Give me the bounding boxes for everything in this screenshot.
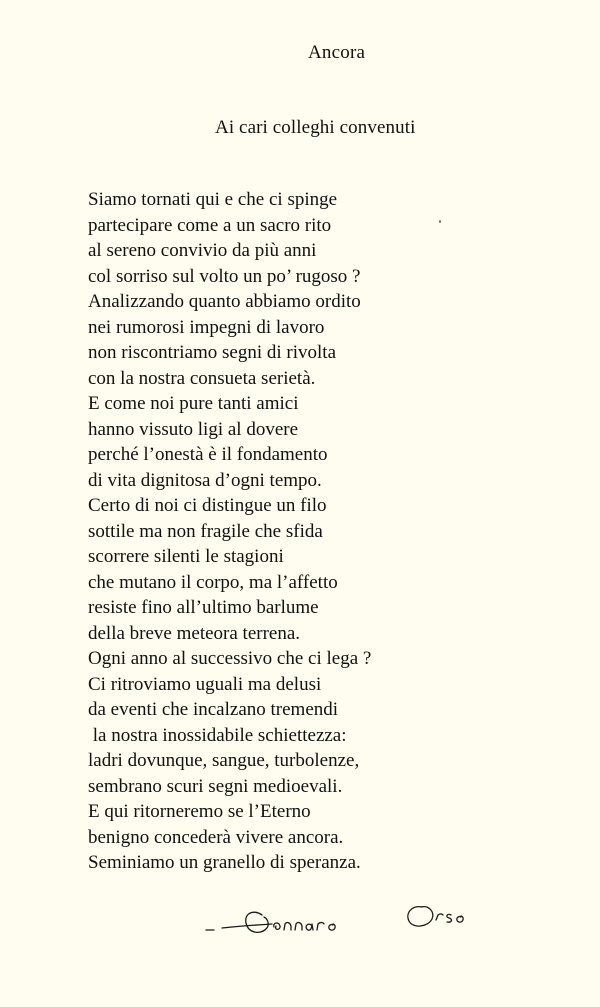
poem-line: perché l’onestà è il fondamento (88, 444, 328, 465)
poem-line: hanno vissuto ligi al dovere (88, 418, 299, 440)
poem-title: Ancora (308, 42, 366, 63)
poem-line: partecipare come a un sacro rito (88, 214, 332, 236)
poem-line: E come noi pure tanti amici (88, 393, 299, 414)
poem-line: ladri dovunque, sangue, turbolenze, (88, 750, 360, 771)
poem-line: Ogni anno al successivo che ci lega ? (88, 648, 372, 669)
poem-line: Seminiamo un granello di speranza. (88, 852, 361, 873)
poem-line: resiste fino all’ultimo barlume (88, 597, 319, 618)
poem-line: Ci ritroviamo uguali ma delusi (88, 673, 322, 695)
poem-body (88, 187, 371, 876)
poem-line: al sereno convivio da più anni (88, 240, 317, 261)
poem-line: che mutano il corpo, ma l’affetto (88, 571, 338, 593)
poem-line: Certo di noi ci distingue un filo (88, 495, 327, 516)
poem-line: sembrano scuri segni medioevali. (88, 775, 343, 797)
poem-line: la nostra inossidabile schiettezza: (88, 724, 347, 746)
paper-speck (439, 220, 441, 223)
poem-line: nei rumorosi impegni di lavoro (88, 316, 325, 338)
handwritten-signature (200, 893, 490, 953)
poem-line: da eventi che incalzano tremendi (88, 699, 339, 720)
poem-dedication: Ai cari colleghi convenuti (215, 117, 416, 138)
poem-line: con la nostra consueta serietà. (88, 367, 316, 389)
poem-line: Siamo tornati qui e che ci spinge (88, 189, 338, 210)
poem-line: Analizzando quanto abbiamo ordito (88, 291, 361, 312)
poem-line: della breve meteora terrena. (88, 622, 301, 644)
poem-line: E qui ritorneremo se l’Eterno (88, 801, 311, 822)
poem-line: sottile ma non fragile che sfida (88, 520, 323, 542)
poem-line: benigno concederà vivere ancora. (88, 826, 344, 848)
poem-line: di vita dignitosa d’ogni tempo. (88, 469, 322, 491)
poem-line: col sorriso sul volto un po’ rugoso ? (88, 265, 361, 287)
poem-line: scorrere silenti le stagioni (88, 546, 284, 567)
poem-line: non riscontriamo segni di rivolta (88, 342, 337, 363)
